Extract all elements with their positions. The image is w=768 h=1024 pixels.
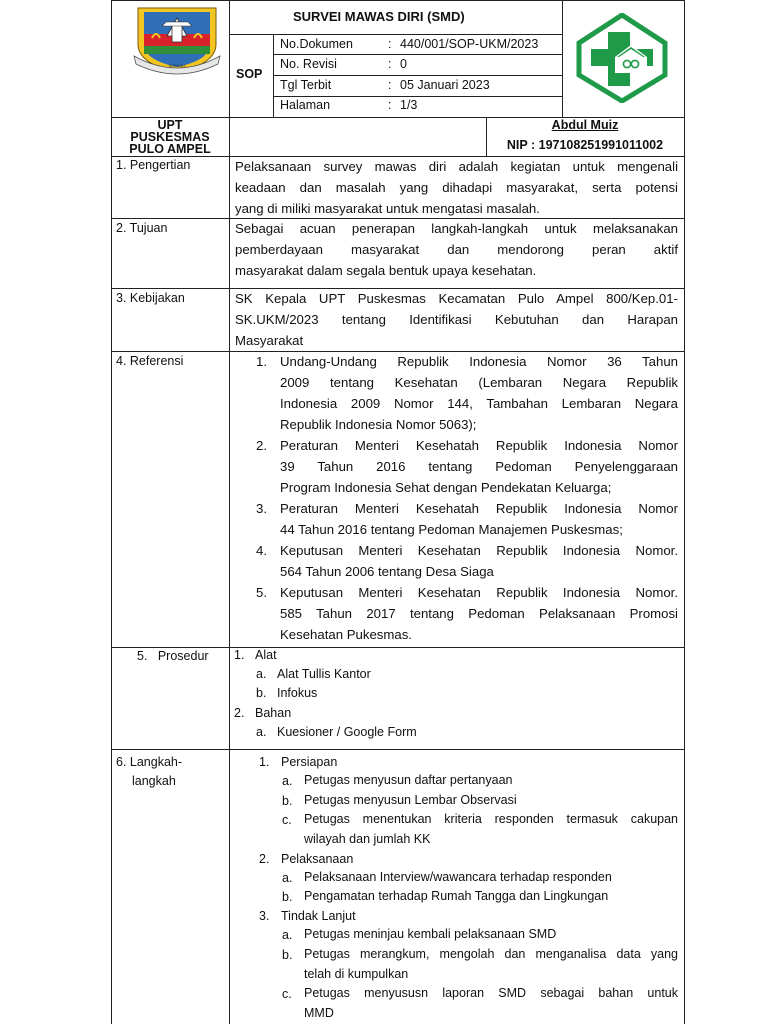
- text-line: Republik Indonesia Nomor 5063);: [280, 417, 477, 432]
- signer-nip: NIP : 197108251991011002: [506, 138, 664, 152]
- list-letter: b.: [256, 686, 267, 700]
- meta-value-tgl-terbit: 05 Januari 2023: [400, 78, 490, 92]
- langkah-sub-item: [304, 791, 678, 811]
- list-number: 3.: [256, 501, 267, 516]
- section-label-langkah-2: langkah: [132, 774, 176, 788]
- meta-value-halaman: 1/3: [400, 98, 418, 112]
- langkah-sub-item: [304, 887, 678, 907]
- list-letter: c.: [282, 813, 292, 827]
- text-line: Petugas menyususn laporan SMD sebagai bahan untuk: [304, 986, 678, 1000]
- prosedur-sub-item: Alat Tullis Kantor: [277, 667, 371, 681]
- text-line: Undang-Undang Republik Indonesia Nomor 36 Tahun: [280, 354, 678, 369]
- text-line: yang di miliki masyarakat untuk mengatasi masalah.: [235, 201, 540, 216]
- section-label-referensi: 4. Referensi: [116, 354, 184, 368]
- langkah-step-persiapan: Persiapan: [281, 755, 338, 769]
- list-number: 2.: [234, 706, 245, 720]
- referensi-numbers: [256, 351, 278, 372]
- text-line: 585 Tahun 2017 tentang Pedoman Pelaksanaan Promosi: [280, 606, 678, 621]
- list-letter: a.: [256, 667, 267, 681]
- puskesmas-logo-icon: [575, 13, 669, 103]
- langkah-sub-item: [304, 868, 678, 888]
- list-number: 1.: [259, 755, 270, 769]
- list-letter: c.: [282, 987, 292, 1001]
- section-label-kebijakan: 3. Kebijakan: [116, 291, 185, 305]
- text-line: Keputusan Menteri Kesehatan Republik Indonesia Nomor.: [280, 543, 678, 558]
- text-line: Sebagai acuan penerapan langkah-langkah untuk melaksanakan: [235, 221, 678, 236]
- text-line: Petugas menentukan kriteria responden termasuk cakupan: [304, 812, 678, 826]
- text-line: telah di kumpulkan: [304, 966, 409, 981]
- pengertian-text: [235, 156, 678, 219]
- list-number: 1.: [256, 354, 267, 369]
- text-line: 44 Tahun 2016 tentang Pedoman Manajemen Puskesmas;: [280, 522, 623, 537]
- referensi-item-2: [280, 435, 678, 498]
- referensi-number-3: [256, 498, 278, 519]
- text-line: Keputusan Menteri Kesehatan Republik Indonesia Nomor.: [280, 585, 678, 600]
- langkah-sub-item: [304, 945, 678, 984]
- langkah-step-tindak-lanjut: Tindak Lanjut: [281, 909, 356, 923]
- text-line: 564 Tahun 2006 tentang Desa Siaga: [280, 564, 494, 579]
- list-number: 2.: [256, 438, 267, 453]
- sop-label: SOP: [236, 67, 263, 81]
- meta-value-no-dokumen: 440/001/SOP-UKM/2023: [400, 37, 539, 51]
- svg-text:SERANG: SERANG: [168, 63, 186, 68]
- text-line: Pengamatan terhadap Rumah Tangga dan Lingkungan: [304, 889, 609, 903]
- meta-sep: :: [388, 37, 392, 51]
- referensi-number-4: [256, 540, 278, 561]
- text-line: Pelaksanaan Interview/wawancara terhadap responden: [304, 870, 612, 884]
- text-line: masyarakat dalam segala bentuk upaya kesehatan.: [235, 263, 537, 278]
- referensi-item-3: [280, 498, 678, 540]
- text-line: Pelaksanaan survey mawas diri adalah kegiatan untuk mengenali: [235, 159, 678, 174]
- referensi-number-2: [256, 435, 278, 456]
- langkah-sub-item: [304, 810, 678, 849]
- meta-label-halaman: Halaman: [280, 98, 331, 112]
- list-number: 5.: [256, 585, 267, 600]
- langkah-sub-item: [304, 771, 678, 791]
- section-label-prosedur: 5. Prosedur: [137, 649, 209, 663]
- list-letter: b.: [282, 890, 293, 904]
- meta-value-no-revisi: 0: [400, 57, 407, 71]
- text-line: Peraturan Menteri Kesehatah Republik Indonesia Nomor: [280, 501, 678, 516]
- referensi-number-5: [256, 582, 278, 603]
- section-label-pengertian: 1. Pengertian: [116, 158, 191, 172]
- text-line: Indonesia 2009 Nomor 144, Tambahan Lembaran Negara: [280, 396, 678, 411]
- text-line: SK.UKM/2023 tentang Identifikasi Kebutuhan dan Harapan: [235, 312, 678, 327]
- referensi-item-1: [280, 351, 678, 435]
- text-line: MMD: [304, 1005, 334, 1020]
- referensi-item-5: [280, 582, 678, 645]
- org-line-3: PULO AMPEL: [129, 142, 211, 156]
- meta-sep: :: [388, 98, 392, 112]
- text-line: Petugas menyusun Lembar Observasi: [304, 793, 517, 807]
- prosedur-item-alat: Alat: [255, 648, 277, 662]
- signer-name: Abdul Muiz: [551, 118, 619, 132]
- text-line: Kesehatan Pukesmas.: [280, 627, 412, 642]
- list-letter: a.: [282, 774, 293, 788]
- meta-sep: :: [388, 57, 392, 71]
- text-line: Peraturan Menteri Kesehatah Republik Indonesia Nomor: [280, 438, 678, 453]
- text-line: Program Indonesia Sehat dengan Pendekatan Keluarga;: [280, 480, 612, 495]
- section-label-langkah-1: 6. Langkah-: [116, 755, 183, 769]
- serang-regency-emblem-icon: [132, 4, 222, 76]
- prosedur-item-bahan: Bahan: [255, 706, 292, 720]
- langkah-sub-item: [304, 925, 678, 945]
- referensi-item-4: [280, 540, 678, 582]
- list-letter: a.: [282, 871, 293, 885]
- document-title: SURVEI MAWAS DIRI (SMD): [293, 9, 465, 24]
- prosedur-sub-item: Kuesioner / Google Form: [277, 725, 417, 739]
- section-label-tujuan: 2. Tujuan: [116, 221, 168, 235]
- meta-sep: :: [388, 78, 392, 92]
- list-number: 1.: [234, 648, 245, 662]
- kebijakan-text: [235, 288, 678, 351]
- org-line-2: PUSKESMAS: [130, 130, 210, 144]
- text-line: 2009 tentang Kesehatan (Lembaran Negara Republik: [280, 375, 678, 390]
- org-line-1: UPT: [157, 118, 183, 132]
- langkah-step-pelaksanaan: Pelaksanaan: [281, 852, 354, 866]
- text-line: SK Kepala UPT Puskesmas Kecamatan Pulo Ampel 800/Kep.01-: [235, 291, 678, 306]
- prosedur-sub-item: Infokus: [277, 686, 318, 700]
- text-line: Petugas menyusun daftar pertanyaan: [304, 773, 513, 787]
- text-line: Petugas meninjau kembali pelaksanaan SMD: [304, 927, 557, 941]
- langkah-sub-item: [304, 984, 678, 1023]
- meta-label-no-revisi: No. Revisi: [280, 57, 337, 71]
- list-letter: a.: [282, 928, 293, 942]
- list-number: 3.: [259, 909, 270, 923]
- text-line: wilayah dan jumlah KK: [304, 831, 431, 846]
- text-line: Petugas merangkum, mengolah dan menganalisa data yang: [304, 947, 678, 961]
- text-line: pemberdayaan masyarakat dan mendorong peran aktif: [235, 242, 678, 257]
- list-letter: b.: [282, 948, 293, 962]
- list-letter: a.: [256, 725, 267, 739]
- list-letter: b.: [282, 794, 293, 808]
- meta-label-no-dokumen: No.Dokumen: [280, 37, 353, 51]
- text-line: Masyarakat: [235, 333, 304, 348]
- text-line: keadaan dan masalah yang dihadapi masyarakat, serta potensi: [235, 180, 678, 195]
- text-line: 39 Tahun 2016 tentang Pedoman Penyelenggaraan: [280, 459, 678, 474]
- list-number: 2.: [259, 852, 270, 866]
- meta-label-tgl-terbit: Tgl Terbit: [280, 78, 332, 92]
- list-number: 4.: [256, 543, 267, 558]
- tujuan-text: [235, 218, 678, 281]
